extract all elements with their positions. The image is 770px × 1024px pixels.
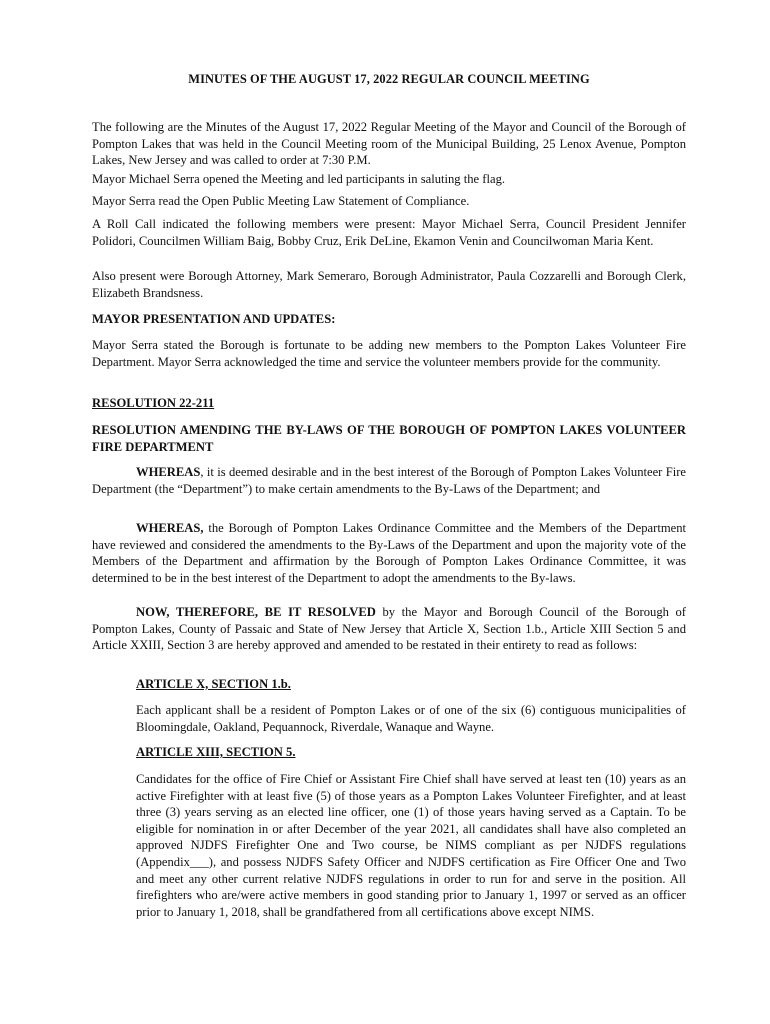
article-xiii-heading: ARTICLE XIII, SECTION 5. xyxy=(136,745,296,759)
section-heading-mayor: MAYOR PRESENTATION AND UPDATES: xyxy=(92,312,336,326)
also-present-paragraph: Also present were Borough Attorney, Mark Semeraro, Borough Administrator, Paula Cozzarelli and Borough Clerk, Elizabeth Brandsness. xyxy=(92,269,686,300)
intro-paragraph: The following are the Minutes of the August 17, 2022 Regular Meeting of the Mayor and Council of the Borough of Pompton Lakes that was held in the Council Meeting room of the Municipal Building, 25 Lenox Avenue, Pompton Lakes, New Jersey and was called to order at 7:30 P.M. xyxy=(92,120,686,168)
opma-paragraph: Mayor Serra read the Open Public Meeting Law Statement of Compliance. xyxy=(92,194,470,208)
resolved-lead: NOW, THEREFORE, BE IT RESOLVED xyxy=(136,605,376,619)
whereas-paragraph-2 xyxy=(92,520,686,586)
resolved-text: by the Mayor and Borough Council of the Borough of Pompton Lakes, County of Passaic and State of New Jersey that Article X, Section 1.b., Article XIII Section 5 and Article XXIII, Section 3 are hereby approved and amended to be restated in their entirety to read as follows: xyxy=(92,605,686,653)
whereas-text: , it is deemed desirable and in the best interest of the Borough of Pompton Lakes Volunteer Fire Department (the “Department”) to make certain amendments to the By-Laws of the Department; and xyxy=(92,465,686,496)
whereas-lead: WHEREAS xyxy=(136,465,201,479)
resolved-paragraph xyxy=(92,604,686,654)
roll-call-paragraph: A Roll Call indicated the following members were present: Mayor Michael Serra, Council President Jennifer Polidori, Councilmen William Baig, Bobby Cruz, Erik DeLine, Ekamon Venin and Councilwoman Maria Kent. xyxy=(92,217,686,248)
article-xiii-text: Candidates for the office of Fire Chief or Assistant Fire Chief shall have served at least ten (10) years as an active Firefighter with at least five (5) of those years as a Pompton Lakes Volunteer Firefighter, and at least three (3) years serving as an elected line officer, one (1) of those years having served as a Captain. To be eligible for nomination in or after December of the year 2021, all candidates shall have also completed an approved NJDFS Firefighter One and Two course, be NIMS compliant as per NJDFS regulations (Appendix___), and possess NJDFS Safety Officer and NJDFS certification as Fire Officer One and Two and meet any other current relative NJDFS regulations in order to run for and serve in the position. All firefighters who are/were active members in good standing prior to January 1, 1997 or served as an officer prior to January 1, 2018, shall be grandfathered from all certifications above except NIMS. xyxy=(136,772,686,919)
article-x-heading: ARTICLE X, SECTION 1.b. xyxy=(136,677,291,691)
whereas-lead: WHEREAS, xyxy=(136,521,204,535)
page-title: MINUTES OF THE AUGUST 17, 2022 REGULAR COUNCIL MEETING xyxy=(188,72,590,86)
flag-paragraph: Mayor Michael Serra opened the Meeting and led participants in saluting the flag. xyxy=(92,172,506,186)
article-x-text: Each applicant shall be a resident of Pompton Lakes or of one of the six (6) contiguous municipalities of Bloomingdale, Oakland, Pequannock, Riverdale, Wanaque and Wayne. xyxy=(136,703,686,734)
whereas-paragraph-1 xyxy=(92,464,686,497)
resolution-number: RESOLUTION 22-211 xyxy=(92,396,215,410)
mayor-update-paragraph: Mayor Serra stated the Borough is fortunate to be adding new members to the Pompton Lakes Volunteer Fire Department. Mayor Serra acknowledged the time and service the volunteer members provide for the community. xyxy=(92,338,686,369)
whereas-text: the Borough of Pompton Lakes Ordinance Committee and the Members of the Department have reviewed and considered the amendments to the By-Laws of the Department and upon the majority vote of the Members of the Department and affirmation by the Borough of Pompton Lakes Ordinance Committee, it was determined to be in the best interest of the Department to adopt the amendments to the By-laws. xyxy=(92,521,686,585)
resolution-title: RESOLUTION AMENDING THE BY-LAWS OF THE BOROUGH OF POMPTON LAKES VOLUNTEER FIRE DEPARTMENT xyxy=(92,423,686,454)
